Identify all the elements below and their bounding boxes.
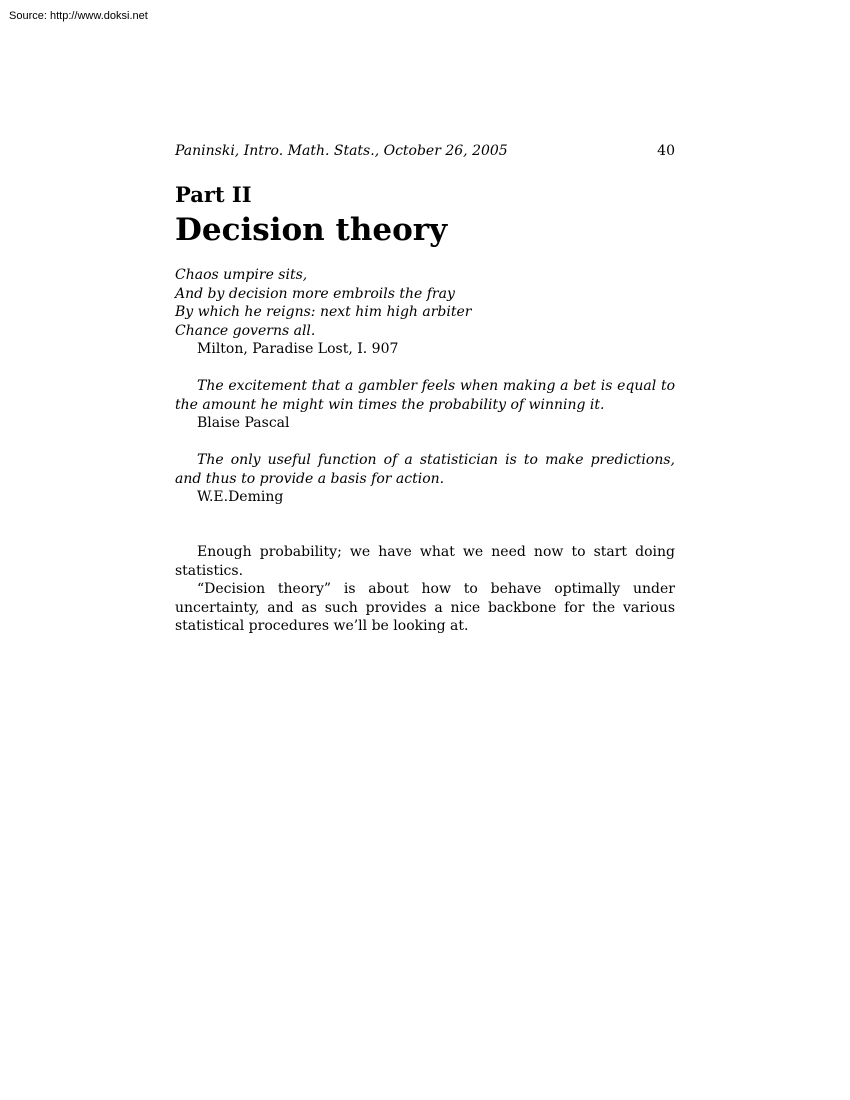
page-number: 40 — [657, 143, 675, 159]
running-title: Paninski, Intro. Math. Stats., October 26, 2005 — [175, 143, 508, 159]
chapter-title: Decision theory — [175, 212, 448, 248]
poem-line: By which he reigns: next him high arbiter — [175, 304, 472, 320]
poem-line: Chaos umpire sits, — [175, 267, 308, 283]
running-header — [175, 142, 675, 161]
epigraph-pascal — [175, 377, 675, 433]
pascal-quote: The excitement that a gambler feels when making a bet is equal to the amount he might win times the probability of winning it. — [175, 378, 675, 413]
pascal-attribution: Blaise Pascal — [197, 415, 290, 431]
poem-line: And by decision more embroils the fray — [175, 285, 455, 302]
body-paragraph: Enough probability; we have what we need now to start doing statistics. — [175, 544, 675, 579]
part-label: Part II — [175, 182, 252, 207]
poem-line: Chance governs all. — [175, 322, 316, 339]
body-text — [175, 543, 675, 636]
poem-attribution: Milton, Paradise Lost, I. 907 — [197, 341, 399, 357]
body-paragraph: “Decision theory” is about how to behave optimally under uncertainty, and as such provides a nice backbone for the various statistical procedures we’ll be looking at. — [175, 581, 675, 634]
epigraph-deming — [175, 451, 675, 507]
epigraph-poem — [175, 266, 675, 359]
deming-attribution: W.E.Deming — [197, 489, 284, 505]
source-watermark: Source: http://www.doksi.net — [9, 10, 148, 22]
deming-quote: The only useful function of a statistician is to make predictions, and thus to provide a basis for action. — [175, 452, 675, 487]
